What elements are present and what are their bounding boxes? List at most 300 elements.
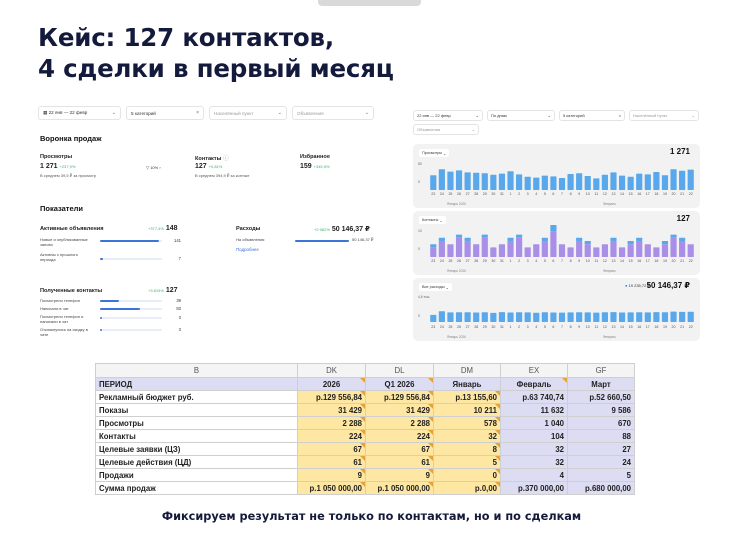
column-header[interactable]: B	[96, 364, 298, 378]
table-cell[interactable]: Целевые заявки (ЦЗ)	[96, 443, 298, 456]
chart-bar[interactable]	[628, 241, 634, 244]
x-tick-label: 31	[499, 259, 504, 263]
chevron-down-icon: ⌄	[471, 127, 475, 132]
chart-bar[interactable]	[507, 241, 513, 257]
chart-bar[interactable]	[576, 241, 582, 257]
chevron-down-icon: ⌄	[475, 113, 479, 118]
table-cell[interactable]: р.63 740,74	[501, 391, 568, 404]
contacts-discount-bar	[100, 329, 162, 331]
table-cell[interactable]: Q1 2026	[366, 378, 434, 391]
views-metric-select[interactable]: Просмотры ⌄	[419, 149, 449, 157]
table-cell[interactable]: 11 632	[501, 404, 568, 417]
chart-bar[interactable]	[525, 247, 531, 257]
chart-bar[interactable]	[473, 173, 479, 190]
expenses-row-label: На объявления	[236, 237, 265, 242]
chart-bar[interactable]	[567, 247, 573, 257]
chart-bar[interactable]	[482, 312, 488, 322]
x-tick-label: 20	[671, 325, 676, 329]
x-tick-label: 7	[561, 259, 563, 263]
table-cell[interactable]: 4	[501, 469, 568, 482]
chart-bar[interactable]	[645, 174, 651, 190]
x-tick-label: 22	[688, 325, 693, 329]
table-cell[interactable]: р.0,00	[434, 482, 501, 495]
table-cell[interactable]: 224	[366, 430, 434, 443]
contacts-value	[148, 287, 178, 294]
chart-bar[interactable]	[550, 312, 556, 322]
chart-bar[interactable]	[507, 238, 513, 241]
contacts-chart-card	[413, 211, 700, 275]
chart-bar[interactable]	[542, 241, 548, 257]
chart-bar[interactable]	[447, 312, 453, 322]
table-cell[interactable]: Рекламный бюджет руб.	[96, 391, 298, 404]
footer-caption: Фиксируем результат не только по контактам, но и по сделкам	[161, 510, 582, 523]
chart-bar[interactable]	[645, 244, 651, 257]
funnel-contacts-value	[195, 163, 222, 170]
expenses-total: 50 146,37 ₽	[646, 281, 690, 290]
x-tick-label: 2	[518, 259, 521, 263]
x-tick-label: 27	[465, 325, 470, 329]
contacts-row-value: 83	[176, 306, 181, 311]
chart-bar[interactable]	[670, 238, 676, 257]
table-cell[interactable]: Просмотры	[96, 417, 298, 430]
expenses-y-max: 4,6 тыс.	[418, 295, 431, 299]
expenses-details-link[interactable]: Подробнее	[236, 247, 259, 252]
table-cell[interactable]: 61	[298, 456, 366, 469]
contacts-discount-bar-fill	[100, 329, 102, 331]
chart-bar[interactable]	[465, 312, 471, 322]
chart-date-filter[interactable]	[413, 110, 483, 121]
chart-bar[interactable]	[499, 312, 505, 322]
chart-bar[interactable]	[456, 170, 462, 190]
x-tick-label: 31	[499, 192, 504, 196]
x-tick-label: 9	[578, 192, 581, 196]
table-cell[interactable]: 2 288	[298, 417, 366, 430]
table-cell[interactable]: 104	[501, 430, 568, 443]
table-row	[96, 404, 635, 417]
chart-bar[interactable]	[593, 247, 599, 257]
chart-bar[interactable]	[619, 176, 625, 190]
x-tick-label: 21	[680, 259, 685, 263]
chart-bar[interactable]	[662, 241, 668, 244]
grouping-filter[interactable]	[487, 110, 555, 121]
chart-ads-filter[interactable]	[413, 124, 479, 135]
chart-bar[interactable]	[456, 238, 462, 257]
x-tick-label: 28	[474, 325, 479, 329]
chart-bar[interactable]	[439, 169, 445, 190]
x-tick-label: 10	[585, 325, 590, 329]
chart-category-filter-value: 5 категорий	[563, 113, 585, 118]
chart-bar[interactable]	[576, 312, 582, 322]
table-cell[interactable]: р.1 050 000,00	[366, 482, 434, 495]
chart-bar[interactable]	[653, 312, 659, 322]
expenses-value	[314, 225, 370, 233]
x-tick-label: 6	[552, 325, 555, 329]
views-chart-card	[413, 144, 700, 208]
month-label-jan: Январь 2026	[447, 269, 466, 273]
contacts-label: Полученные контакты	[40, 288, 103, 294]
x-tick-label: 23	[431, 325, 436, 329]
table-cell[interactable]: 31 429	[366, 404, 434, 417]
chart-bar[interactable]	[679, 238, 685, 241]
table-cell[interactable]: 32	[501, 443, 568, 456]
table-cell[interactable]: 27	[568, 443, 635, 456]
x-tick-label: 2	[518, 192, 521, 196]
table-cell[interactable]: 2 288	[366, 417, 434, 430]
slide-title-line-2: 4 сделки в первый месяц	[38, 54, 394, 83]
chart-bar[interactable]	[585, 241, 591, 244]
chart-bar[interactable]	[636, 312, 642, 322]
x-tick-label: 9	[578, 325, 581, 329]
chart-bar[interactable]	[585, 176, 591, 190]
results-table	[95, 363, 635, 495]
table-cell[interactable]: 670	[568, 417, 635, 430]
chart-bar[interactable]	[653, 172, 659, 190]
location-filter-placeholder: Населённый пункт	[214, 110, 254, 116]
x-tick-label: 12	[602, 259, 607, 263]
x-tick-label: 16	[637, 192, 642, 196]
table-cell[interactable]: 578	[434, 417, 501, 430]
chart-bar[interactable]	[542, 238, 548, 241]
chart-bar[interactable]	[482, 235, 488, 238]
table-cell[interactable]: 31 429	[298, 404, 366, 417]
table-cell[interactable]: Февраль	[501, 378, 568, 391]
x-tick-label: 14	[620, 325, 625, 329]
chart-bar[interactable]	[628, 244, 634, 257]
x-tick-label: 29	[482, 192, 487, 196]
ads-filter[interactable]	[292, 106, 374, 120]
chart-bar[interactable]	[439, 311, 445, 322]
chart-bar[interactable]	[619, 312, 625, 322]
contacts-row-label: Посмотрели телефон	[40, 298, 80, 303]
chart-bar[interactable]	[473, 313, 479, 322]
x-tick-label: 13	[611, 259, 616, 263]
chart-bar[interactable]	[628, 177, 634, 190]
chart-bar[interactable]	[559, 178, 565, 190]
chart-bar[interactable]	[628, 312, 634, 322]
expenses-chart-svg	[413, 278, 700, 341]
chart-bar[interactable]	[670, 235, 676, 238]
chart-bar[interactable]	[636, 238, 642, 241]
chart-bar[interactable]	[456, 312, 462, 322]
column-header[interactable]: DK	[298, 364, 366, 378]
expenses-delta: +2 982%	[314, 227, 330, 232]
chart-bar[interactable]	[602, 244, 608, 257]
table-row	[96, 456, 635, 469]
table-cell[interactable]: 9 586	[568, 404, 635, 417]
chart-bar[interactable]	[516, 174, 522, 190]
x-tick-label: 31	[499, 325, 504, 329]
table-cell[interactable]: 61	[366, 456, 434, 469]
chart-bar[interactable]	[688, 244, 694, 257]
chart-bar[interactable]	[653, 247, 659, 257]
chart-bar[interactable]	[593, 313, 599, 322]
table-cell[interactable]: р.370 000,00	[501, 482, 568, 495]
location-filter[interactable]	[209, 106, 287, 120]
contacts-metric-select[interactable]: Контакты ⌄	[419, 216, 446, 224]
month-label-feb: Февраль	[603, 202, 616, 206]
chart-ads-filter-placeholder: Объявления	[417, 127, 441, 132]
chart-category-filter[interactable]	[559, 110, 625, 121]
funnel-title: Воронка продаж	[40, 134, 102, 143]
chart-bar[interactable]	[550, 231, 556, 257]
active-ads-row-label: Активны с прошлого периода	[40, 252, 78, 262]
chart-location-filter[interactable]	[629, 110, 699, 121]
x-tick-label: 28	[474, 192, 479, 196]
column-letter-row	[96, 364, 635, 378]
table-cell[interactable]: 8	[434, 443, 501, 456]
active-ads-delta: +377,4%	[148, 226, 164, 231]
views-chart-svg	[413, 144, 700, 208]
table-cell[interactable]: 5	[568, 469, 635, 482]
funnel-contacts-label	[195, 154, 229, 162]
x-tick-label: 10	[585, 259, 590, 263]
views-total: 1 271	[669, 147, 690, 156]
chart-bar[interactable]	[473, 244, 479, 257]
chart-bar[interactable]	[447, 244, 453, 257]
views-y-min: 0	[418, 180, 420, 184]
chart-bar[interactable]	[533, 178, 539, 190]
chart-bar[interactable]	[499, 244, 505, 257]
table-row	[96, 430, 635, 443]
chart-bar[interactable]	[516, 235, 522, 238]
x-tick-label: 22	[688, 192, 693, 196]
x-tick-label: 1	[509, 192, 512, 196]
chart-bar[interactable]	[490, 175, 496, 190]
chart-bar[interactable]	[567, 312, 573, 322]
chart-bar[interactable]	[533, 244, 539, 257]
x-tick-label: 2	[518, 325, 521, 329]
chart-bar[interactable]	[585, 244, 591, 257]
x-tick-label: 30	[491, 325, 496, 329]
table-cell[interactable]: 9	[366, 469, 434, 482]
active-ads-row-label: Новые и опубликованные заново	[40, 237, 88, 247]
chart-bar[interactable]	[550, 176, 556, 190]
table-cell[interactable]: Март	[568, 378, 635, 391]
table-cell[interactable]: 224	[298, 430, 366, 443]
chart-bar[interactable]	[662, 175, 668, 190]
table-cell[interactable]: 9	[298, 469, 366, 482]
expenses-number: 50 146,37 ₽	[331, 226, 370, 233]
contacts-chat-bar	[100, 308, 162, 310]
x-tick-label: 15	[628, 192, 633, 196]
table-cell[interactable]: 2026	[298, 378, 366, 391]
x-tick-label: 3	[526, 259, 529, 263]
chart-bar[interactable]	[610, 312, 616, 322]
chevron-down-icon: ⌄	[547, 113, 551, 118]
chart-bar[interactable]	[610, 238, 616, 241]
table-cell[interactable]: Показы	[96, 404, 298, 417]
chart-bar[interactable]	[533, 313, 539, 322]
table-cell[interactable]: ПЕРИОД	[96, 378, 298, 391]
chart-bar[interactable]	[670, 312, 676, 322]
x-tick-label: 7	[561, 325, 563, 329]
table-cell[interactable]: Продажи	[96, 469, 298, 482]
chart-bar[interactable]	[619, 247, 625, 257]
chart-bar[interactable]	[636, 241, 642, 257]
chart-bar[interactable]	[507, 171, 513, 190]
table-cell[interactable]: 67	[298, 443, 366, 456]
contacts-both-bar	[100, 317, 162, 319]
chart-date-filter-value: 22 янв — 22 февр	[417, 113, 451, 118]
x-tick-label: 15	[628, 259, 633, 263]
table-cell[interactable]: Сумма продаж	[96, 482, 298, 495]
table-cell[interactable]: 5	[434, 456, 501, 469]
chart-bar[interactable]	[465, 238, 471, 241]
chart-bar[interactable]	[430, 244, 436, 247]
x-tick-label: 6	[552, 192, 555, 196]
chart-bar[interactable]	[456, 235, 462, 238]
x-tick-label: 14	[620, 259, 625, 263]
chart-bar[interactable]	[585, 312, 591, 322]
date-filter[interactable]	[38, 106, 121, 120]
chart-bar[interactable]	[482, 238, 488, 257]
clear-icon[interactable]: ×	[196, 110, 199, 116]
contacts-chart-svg	[413, 211, 700, 275]
column-header[interactable]: EX	[501, 364, 568, 378]
chart-bar[interactable]	[610, 172, 616, 190]
x-tick-label: 24	[439, 192, 444, 196]
expenses-ads-bar-fill	[295, 240, 349, 242]
x-tick-label: 1	[509, 325, 512, 329]
chart-bar[interactable]	[542, 176, 548, 190]
chart-bar[interactable]	[439, 241, 445, 257]
chart-bar[interactable]	[636, 174, 642, 190]
active-ads-number: 148	[165, 225, 178, 232]
table-cell[interactable]: Контакты	[96, 430, 298, 443]
column-header[interactable]: DM	[434, 364, 501, 378]
calendar-icon: ▦	[43, 110, 49, 115]
table-cell[interactable]: 88	[568, 430, 635, 443]
chart-bar[interactable]	[662, 312, 668, 322]
charts-panel	[413, 106, 703, 341]
views-metric-label: Просмотры	[422, 151, 443, 155]
x-tick-label: 17	[645, 259, 650, 263]
table-row	[96, 417, 635, 430]
chevron-down-icon: ⌄	[691, 113, 695, 118]
chart-bar[interactable]	[516, 238, 522, 257]
contacts-row-value: 39	[176, 298, 181, 303]
chart-bar[interactable]	[688, 170, 694, 190]
chart-bar[interactable]	[645, 312, 651, 322]
funnel-contacts-sub: В среднем 394,9 ₽ за контакт	[195, 173, 250, 178]
chart-bar[interactable]	[439, 238, 445, 241]
chart-bar[interactable]	[602, 312, 608, 322]
chart-bar[interactable]	[610, 241, 616, 257]
chart-bar[interactable]	[593, 178, 599, 190]
x-tick-label: 26	[457, 325, 462, 329]
table-cell[interactable]: 24	[568, 456, 635, 469]
chart-bar[interactable]	[567, 174, 573, 190]
table-cell[interactable]: 10 211	[434, 404, 501, 417]
table-cell[interactable]: р.129 556,84	[298, 391, 366, 404]
chart-bar[interactable]	[679, 312, 685, 322]
x-tick-label: 4	[535, 325, 538, 329]
x-tick-label: 11	[594, 192, 599, 196]
table-cell[interactable]: Январь	[434, 378, 501, 391]
table-cell[interactable]: 32	[434, 430, 501, 443]
x-tick-label: 27	[465, 192, 470, 196]
chart-bar[interactable]	[447, 172, 453, 190]
chart-bar[interactable]	[465, 172, 471, 190]
chart-bar[interactable]	[525, 177, 531, 190]
table-cell[interactable]: Целевые действия (ЦД)	[96, 456, 298, 469]
category-filter-value: 5 категорий	[131, 110, 156, 116]
contacts-row-label: Посмотрели телефон и написали в чат	[40, 314, 84, 324]
contacts-chat-bar-fill	[100, 308, 140, 310]
table-cell[interactable]: р.13 155,60	[434, 391, 501, 404]
table-cell[interactable]: р.1 050 000,00	[298, 482, 366, 495]
chart-bar[interactable]	[490, 247, 496, 257]
funnel-views-sub: В среднем 39,5 ₽ за просмотр	[40, 173, 97, 178]
x-tick-label: 22	[688, 259, 693, 263]
clear-icon[interactable]: ×	[618, 113, 621, 118]
chart-bar[interactable]	[550, 225, 556, 231]
month-label-jan: Январь 2026	[447, 335, 466, 339]
chart-bar[interactable]	[430, 315, 436, 322]
category-filter[interactable]	[126, 106, 204, 120]
chart-bar[interactable]	[507, 313, 513, 322]
expenses-y-min: 0	[418, 314, 420, 318]
table-cell[interactable]: 67	[366, 443, 434, 456]
chart-bar[interactable]	[499, 174, 505, 190]
contacts-row-label: Откликнулись на скидку в чате	[40, 327, 88, 337]
chart-bar[interactable]	[576, 238, 582, 241]
chart-bar[interactable]	[430, 247, 436, 257]
chart-bar[interactable]	[430, 175, 436, 190]
x-tick-label: 24	[439, 325, 444, 329]
chart-bar[interactable]	[662, 244, 668, 257]
x-tick-label: 11	[594, 259, 599, 263]
chart-bar[interactable]	[679, 171, 685, 190]
chart-bar[interactable]	[516, 312, 522, 322]
x-tick-label: 14	[620, 192, 625, 196]
chart-bar[interactable]	[490, 313, 496, 322]
x-tick-label: 5	[543, 192, 546, 196]
chart-bar[interactable]	[602, 175, 608, 190]
table-cell[interactable]: р.52 660,50	[568, 391, 635, 404]
chart-bar[interactable]	[465, 241, 471, 257]
chart-bar[interactable]	[525, 312, 531, 322]
chart-bar[interactable]	[679, 241, 685, 257]
chart-bar[interactable]	[559, 313, 565, 322]
chart-bar[interactable]	[482, 173, 488, 190]
chart-bar[interactable]	[576, 173, 582, 190]
expenses-metric-select[interactable]: Все расходы ⌄	[419, 283, 452, 291]
column-header[interactable]: GF	[568, 364, 635, 378]
x-tick-label: 30	[491, 192, 496, 196]
table-cell[interactable]: 32	[501, 456, 568, 469]
table-cell[interactable]: р.129 556,84	[366, 391, 434, 404]
active-ads-old-bar-fill	[100, 258, 103, 260]
expenses-legend-value: 19 235,72 ₽	[628, 283, 650, 288]
table-cell[interactable]: 1 040	[501, 417, 568, 430]
info-icon[interactable]: ⓘ	[222, 156, 229, 162]
table-cell[interactable]: 0	[434, 469, 501, 482]
active-ads-new-bar-fill	[100, 240, 159, 242]
chart-bar[interactable]	[542, 312, 548, 322]
date-filter-value: 22 янв — 22 февр	[48, 110, 88, 115]
table-cell[interactable]: р.680 000,00	[568, 482, 635, 495]
chart-bar[interactable]	[688, 312, 694, 322]
top-tab-indicator	[318, 0, 421, 6]
column-header[interactable]: DL	[366, 364, 434, 378]
chart-bar[interactable]	[559, 244, 565, 257]
chart-bar[interactable]	[670, 169, 676, 190]
ads-filter-placeholder: Объявления	[297, 110, 324, 116]
x-tick-label: 29	[482, 325, 487, 329]
x-tick-label: 10	[585, 192, 590, 196]
active-ads-value	[148, 225, 178, 232]
